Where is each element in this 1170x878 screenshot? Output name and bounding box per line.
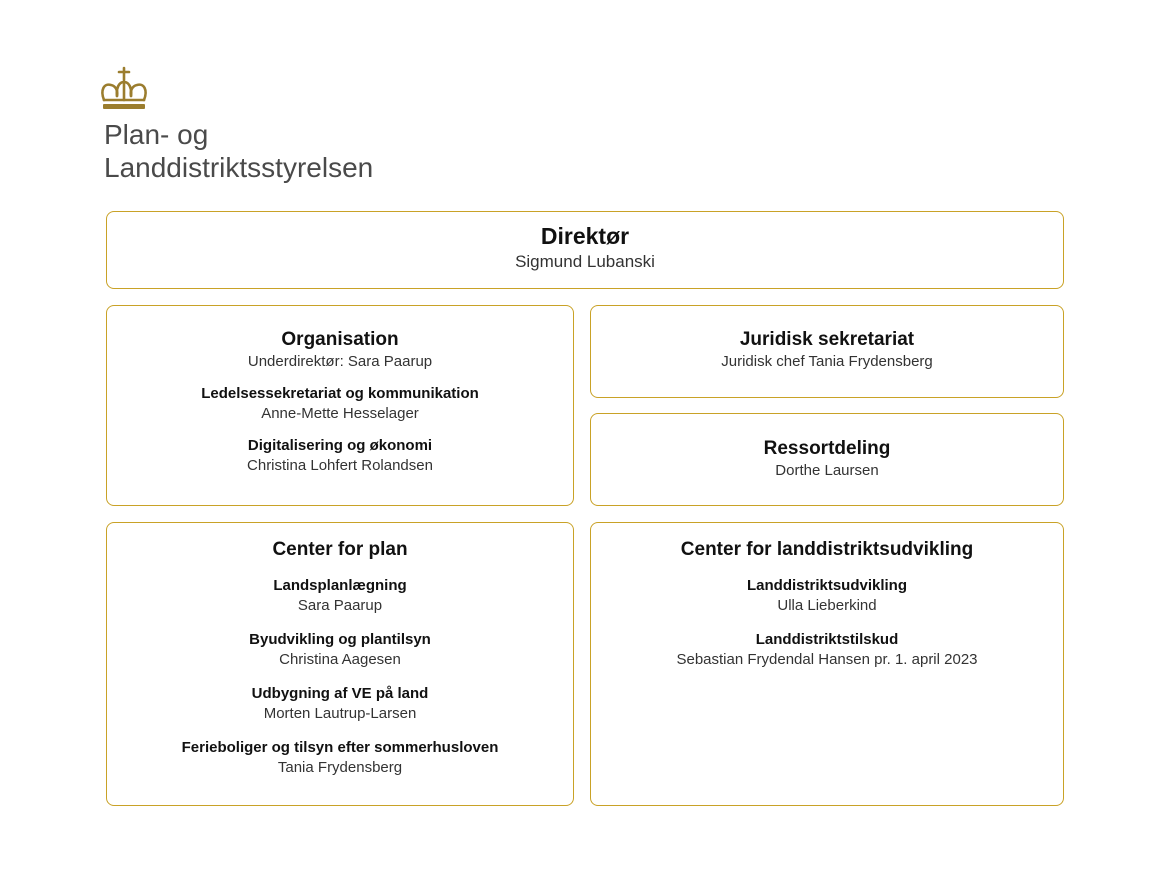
organization-name — [104, 118, 373, 184]
unit-name: Landdistriktstilskud — [755, 631, 899, 648]
director-title: Direktør — [540, 223, 630, 249]
organization-name-line1: Plan- og — [104, 119, 209, 150]
unit-name: Digitalisering og økonomi — [247, 437, 433, 454]
organisation-subtitle: Underdirektør: Sara Paarup — [247, 353, 433, 370]
unit-person: Ulla Lieberkind — [777, 597, 877, 614]
unit-person: Morten Lautrup-Larsen — [263, 705, 417, 722]
juridisk-subtitle: Juridisk chef Tania Frydensberg — [721, 353, 933, 370]
unit-person: Tania Frydensberg — [277, 759, 403, 776]
unit-name: Udbygning af VE på land — [251, 685, 429, 702]
unit-name: Ledelsessekretariat og kommunikation — [201, 385, 479, 402]
ressortdeling-box — [590, 413, 1064, 506]
unit-person: Sebastian Frydendal Hansen pr. 1. april 2023 — [676, 651, 978, 668]
center-land-title: Center for landdistriktsudvikling — [680, 539, 974, 560]
center-landdistrikt-box — [590, 522, 1064, 806]
unit-person: Anne-Mette Hesselager — [261, 405, 419, 422]
unit-name: Landsplanlægning — [273, 577, 407, 594]
director-box — [106, 211, 1064, 289]
director-name: Sigmund Lubanski — [515, 252, 655, 271]
ressort-title: Ressortdeling — [763, 438, 891, 459]
juridisk-sekretariat-box — [590, 305, 1064, 398]
center-plan-title: Center for plan — [272, 539, 408, 560]
organisation-box — [106, 305, 574, 506]
organization-name-line2: Landdistriktsstyrelsen — [104, 152, 374, 183]
unit-person: Christina Lohfert Rolandsen — [247, 457, 433, 474]
organisation-title: Organisation — [281, 329, 399, 350]
ressort-subtitle: Dorthe Laursen — [775, 462, 879, 479]
center-plan-box — [106, 522, 574, 806]
unit-name: Byudvikling og plantilsyn — [249, 631, 431, 648]
juridisk-title: Juridisk sekretariat — [739, 329, 915, 350]
unit-person: Sara Paarup — [297, 597, 383, 614]
unit-name: Ferieboliger og tilsyn efter sommerhusloven — [181, 739, 499, 756]
unit-person: Christina Aagesen — [279, 651, 401, 668]
crown-icon — [98, 66, 150, 112]
unit-name: Landdistriktsudvikling — [746, 577, 908, 594]
